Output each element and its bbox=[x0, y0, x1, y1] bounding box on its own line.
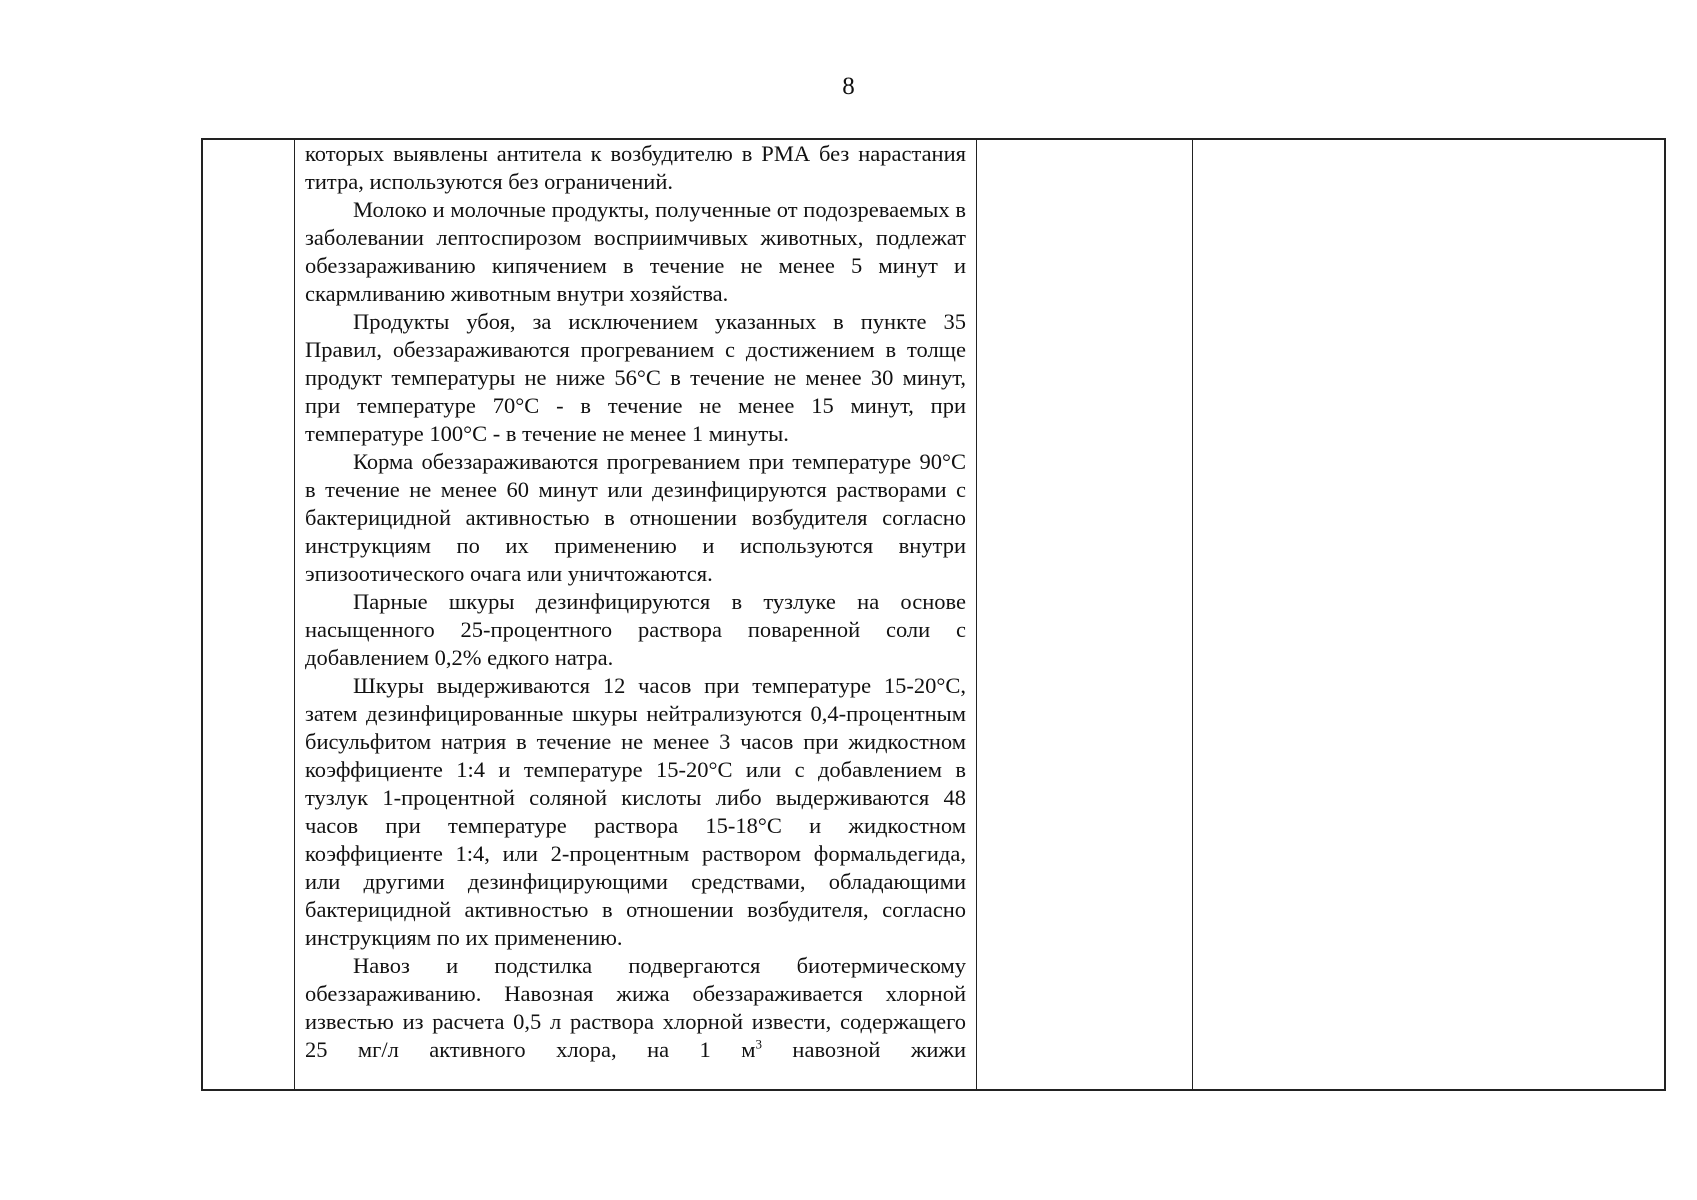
paragraph-slaughter-products: Продукты убоя, за исключением указанных в пункте 35 Правил, обеззараживаются прогреванием с достижением в толще продукт температуры не ниже 56°С в течение не менее 30 минут, при температуре 70°С - в течение не менее 15 минут, при температуре 100°С - в течение не менее 1 минуты. bbox=[305, 309, 966, 446]
paragraph-raw-hides: Парные шкуры дезинфицируются в тузлуке на основе насыщенного 25-процентного раствора поваренной соли с добавлением 0,2% едкого натра. bbox=[305, 589, 966, 670]
page-number: 8 bbox=[842, 73, 855, 100]
cubic-superscript: 3 bbox=[755, 1036, 762, 1052]
paragraph-milk: Молоко и молочные продукты, полученные от подозреваемых в заболевании лептоспирозом восприимчивых животных, подлежат обеззараживанию кипячением в течение не менее 5 минут и скармливанию животным внутри хозяйства. bbox=[305, 197, 966, 306]
paragraph-feed: Корма обеззараживаются прогреванием при температуре 90°С в течение не менее 60 минут или дезинфицируются растворами с бактерицидной активностью в отношении возбудителя согласно инструкциям по их применению и используются внутри эпизоотического очага или уничтожаются. bbox=[305, 449, 966, 586]
table-column-deadline bbox=[977, 140, 1193, 1089]
manure-text-end: навозной жижи bbox=[761, 1037, 966, 1062]
paragraph-hides-treatment: Шкуры выдерживаются 12 часов при температуре 15-20°С, затем дезинфицированные шкуры нейтрализуются 0,4-процентным бисульфитом натрия в течение не менее 3 часов при жидкостном коэффициенте 1:4 и температуре 15-20°С или с добавлением в тузлук 1-процентной соляной кислоты либо выдерживаются 48 часов при температуре раствора 15-18°С и жидкостном коэффициенте 1:4, или 2-процентным раствором формальдегида, или другими дезинфицирующими средствами, обладающими бактерицидной активностью в отношении возбудителя, согласно инструкциям по их применению. bbox=[305, 673, 966, 950]
table-column-number bbox=[203, 140, 295, 1089]
table-column-text bbox=[295, 140, 977, 1089]
manure-text: Навоз и подстилка подвергаются биотермическому обеззараживанию. Навозная жижа обеззараживается хлорной известью из расчета 0,5 л раствора хлорной извести, содержащего 25 мг/л активного хлора, на 1 м bbox=[305, 953, 966, 1062]
table-column-responsible bbox=[1193, 140, 1664, 1089]
paragraph-manure bbox=[305, 952, 966, 1064]
document-table bbox=[201, 138, 1666, 1091]
paragraph-continuation: которых выявлены антитела к возбудителю в РМА без нарастания титра, используются без ограничений. bbox=[305, 141, 966, 194]
